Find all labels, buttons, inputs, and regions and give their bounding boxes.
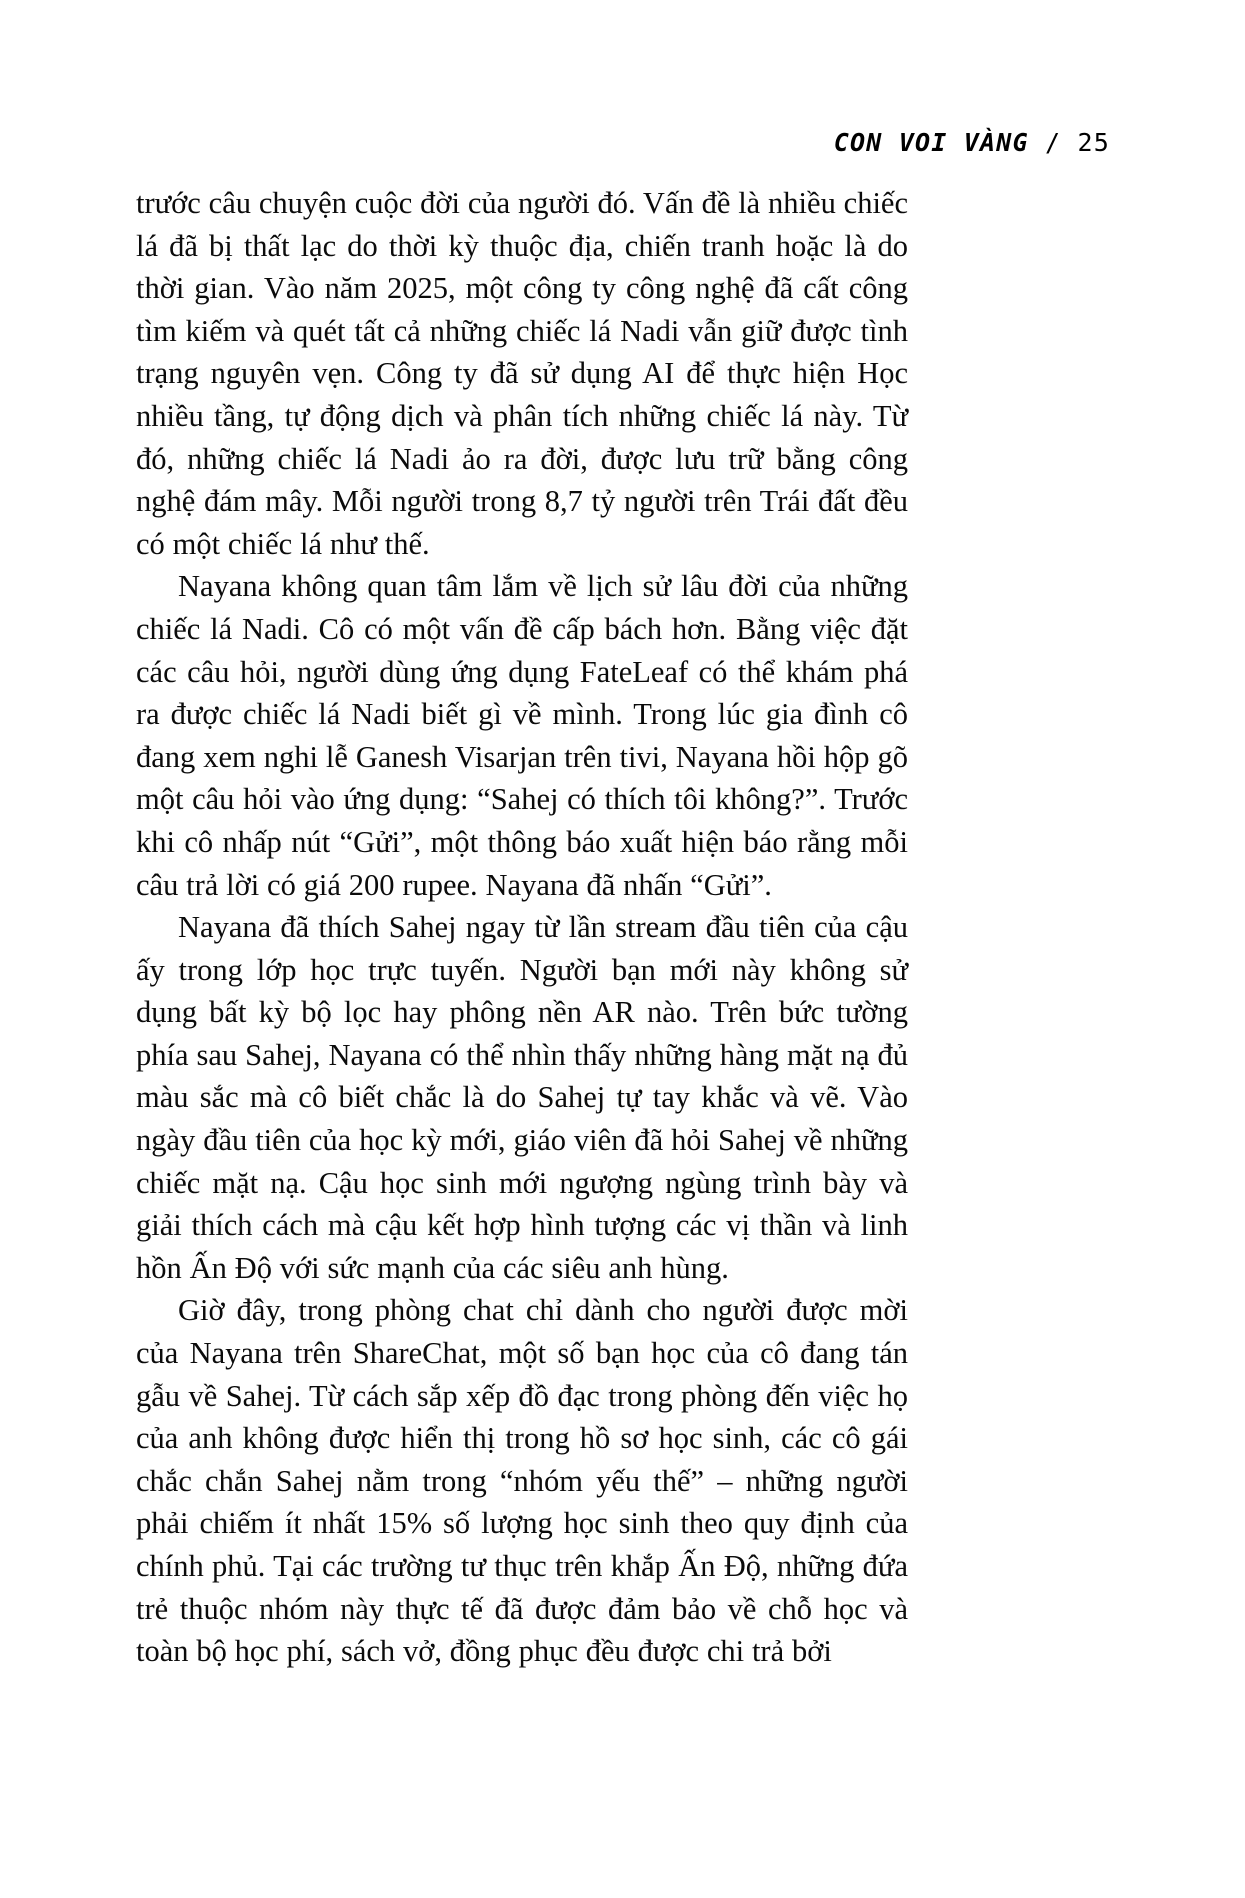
running-head xyxy=(135,126,1110,162)
running-head-book-title: CON VOI VÀNG xyxy=(833,128,1029,157)
body-paragraph-4: Giờ đây, trong phòng chat chỉ dành cho người được mời của Nayana trên ShareChat, một số bạn học của cô đang tán gẫu về Sahej. Từ cách sắp xếp đồ đạc trong phòng đến việc họ của anh không được hiển thị trong hồ sơ học sinh, các cô gái chắc chắn Sahej nằm trong “nhóm yếu thế” – những người phải chiếm ít nhất 15% số lượng học sinh theo quy định của chính phủ. Tại các trường tư thục trên khắp Ấn Độ, những đứa trẻ thuộc nhóm này thực tế đã được đảm bảo về chỗ học và toàn bộ học phí, sách vở, đồng phục đều được chi trả bởi xyxy=(136,1293,908,1669)
running-head-separator: / xyxy=(1028,128,1078,157)
body-text-column xyxy=(136,182,908,1673)
body-paragraph-3: Nayana đã thích Sahej ngay từ lần stream đầu tiên của cậu ấy trong lớp học trực tuyến. Người bạn mới này không sử dụng bất kỳ bộ lọc hay phông nền AR nào. Trên bức tường phía sau Sahej, Nayana có thể nhìn thấy những hàng mặt nạ đủ màu sắc mà cô biết chắc là do Sahej tự tay khắc và vẽ. Vào ngày đầu tiên của học kỳ mới, giáo viên đã hỏi Sahej về những chiếc mặt nạ. Cậu học sinh mới ngượng ngùng trình bày và giải thích cách mà cậu kết hợp hình tượng các vị thần và linh hồn Ấn Độ với sức mạnh của các siêu anh hùng. xyxy=(136,910,908,1285)
body-paragraph-2: Nayana không quan tâm lắm về lịch sử lâu đời của những chiếc lá Nadi. Cô có một vấn đề cấp bách hơn. Bằng việc đặt các câu hỏi, người dùng ứng dụng FateLeaf có thể khám phá ra được chiếc lá Nadi biết gì về mình. Trong lúc gia đình cô đang xem nghi lễ Ganesh Visarjan trên tivi, Nayana hồi hộp gõ một câu hỏi vào ứng dụng: “Sahej có thích tôi không?”. Trước khi cô nhấp nút “Gửi”, một thông báo xuất hiện báo rằng mỗi câu trả lời có giá 200 rupee. Nayana đã nhấn “Gửi”. xyxy=(136,569,908,902)
body-paragraph-1: trước câu chuyện cuộc đời của người đó. Vấn đề là nhiều chiếc lá đã bị thất lạc do thời kỳ thuộc địa, chiến tranh hoặc là do thời gian. Vào năm 2025, một công ty công nghệ đã cất công tìm kiếm và quét tất cả những chiếc lá Nadi vẫn giữ được tình trạng nguyên vẹn. Công ty đã sử dụng AI để thực hiện Học nhiều tầng, tự động dịch và phân tích những chiếc lá này. Từ đó, những chiếc lá Nadi ảo ra đời, được lưu trữ bằng công nghệ đám mây. Mỗi người trong 8,7 tỷ người trên Trái đất đều có một chiếc lá như thế. xyxy=(136,186,908,561)
running-head-page-number: 25 xyxy=(1077,128,1110,157)
